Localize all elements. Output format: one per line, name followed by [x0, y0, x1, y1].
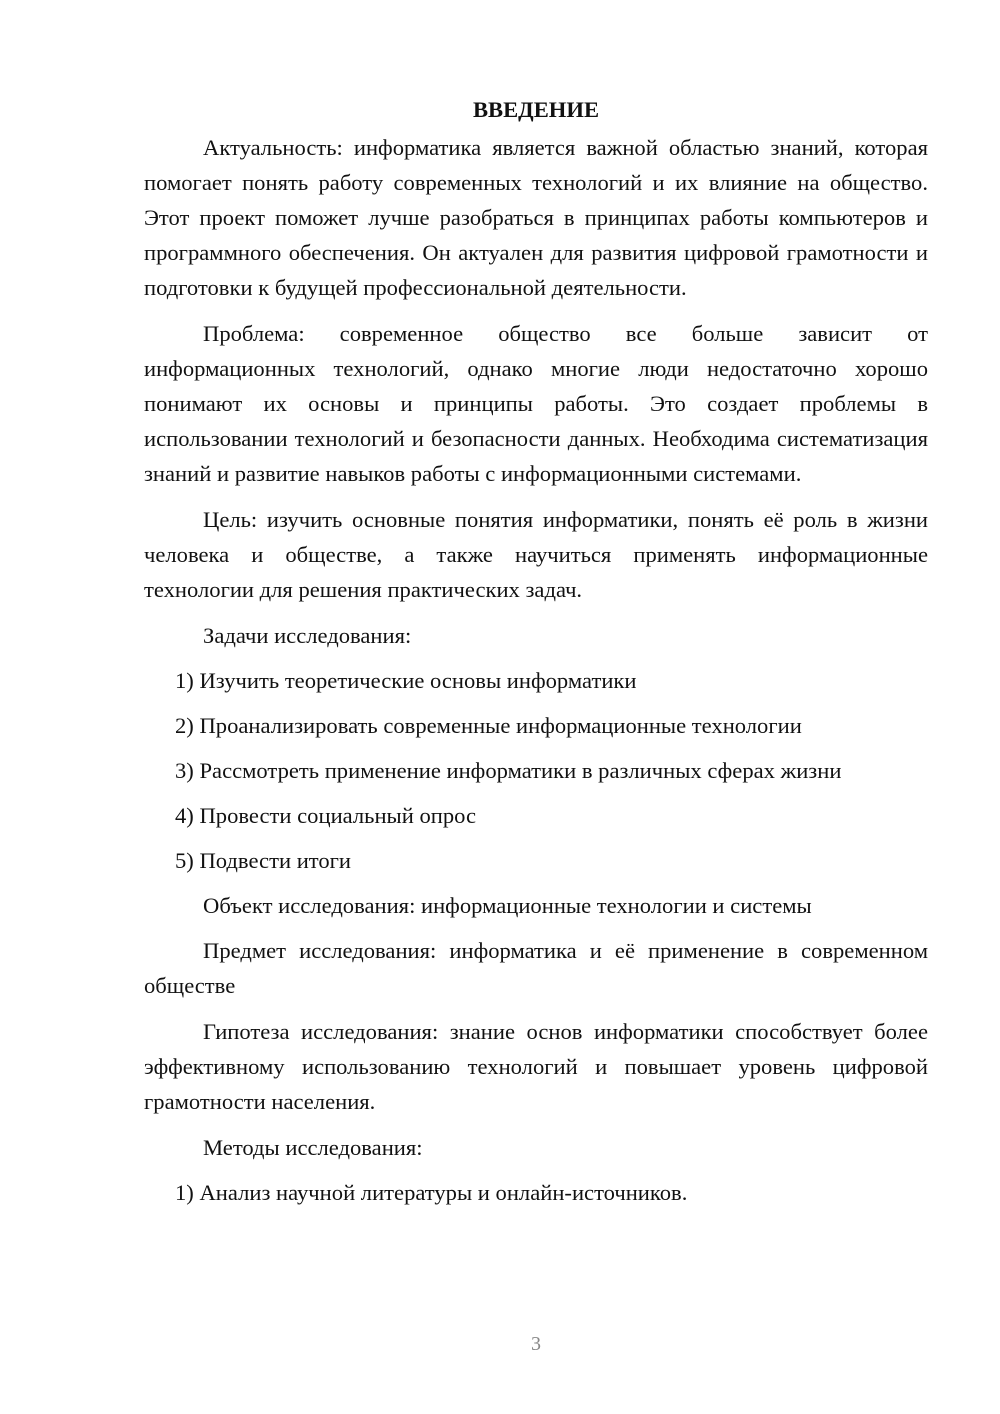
- object-paragraph: Объект исследования: информационные технологии и системы: [203, 893, 812, 918]
- task-item: 5) Подвести итоги: [175, 848, 352, 873]
- methods-list: [144, 1175, 928, 1210]
- task-item: 3) Рассмотреть применение информатики в различных сферах жизни: [175, 758, 842, 783]
- goal-paragraph: Цель: изучить основные понятия информатики, понять её роль в жизни человека и обществе, а также научиться применять информационные технологии для решения практических задач.: [144, 507, 928, 602]
- tasks-heading: Задачи исследования:: [203, 623, 412, 648]
- page-number: 3: [531, 1333, 541, 1355]
- tasks-list: [144, 663, 928, 878]
- methods-heading: Методы исследования:: [203, 1135, 423, 1160]
- document-page: [144, 92, 928, 1220]
- hypothesis-paragraph: Гипотеза исследования: знание основ информатики способствует более эффективному использованию технологий и повышает уровень цифровой грамотности населения.: [144, 1019, 928, 1114]
- method-item: 1) Анализ научной литературы и онлайн-источников.: [175, 1180, 688, 1205]
- relevance-paragraph: Актуальность: информатика является важной областью знаний, которая помогает понять работу современных технологий и их влияние на общество. Этот проект поможет лучше разобраться в принципах работы компьютеров и программного обеспечения. Он актуален для развития цифровой грамотности и подготовки к будущей профессиональной деятельности.: [144, 135, 928, 300]
- subject-paragraph: Предмет исследования: информатика и её применение в современном обществе: [144, 938, 928, 998]
- problem-paragraph: Проблема: современное общество все больше зависит от информационных технологий, однако многие люди недостаточно хорошо понимают их основы и принципы работы. Это создает проблемы в использовании технологий и безопасности данных. Необходима систематизация знаний и развитие навыков работы с информационными системами.: [144, 321, 928, 486]
- task-item: 4) Провести социальный опрос: [175, 803, 477, 828]
- section-title: ВВЕДЕНИЕ: [472, 97, 600, 122]
- task-item: 1) Изучить теоретические основы информатики: [175, 668, 637, 693]
- task-item: 2) Проанализировать современные информационные технологии: [175, 713, 802, 738]
